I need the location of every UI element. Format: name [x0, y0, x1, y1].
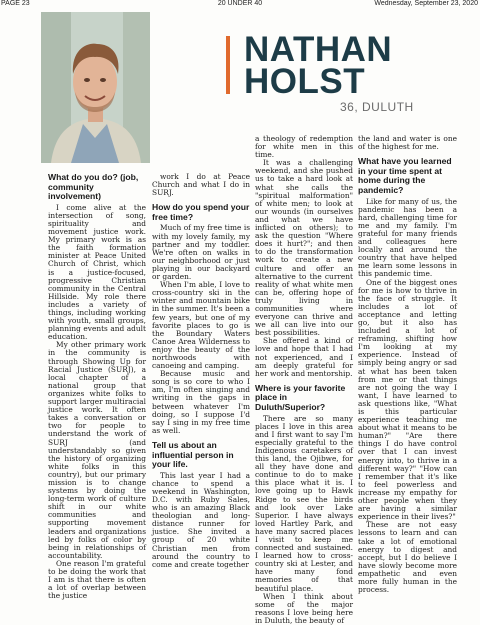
- page-header: [0, 0, 480, 9]
- page-number: PAGE 23: [1, 0, 30, 7]
- answer-paragraph: a theology of redemption for white men in this time.: [255, 134, 353, 160]
- age-and-city: 36, DULUTH: [340, 100, 414, 114]
- last-name: HOLST: [244, 62, 366, 101]
- question-heading: What do you do? (job, community involvement): [48, 172, 139, 202]
- article-column-4: [358, 134, 457, 595]
- answer-paragraph: Much of my free time is with my lovely family, my partner and my toddler. We're often on walks in our neighborhood or just playing in our backyard or garden.: [152, 223, 250, 282]
- profile-name: [244, 30, 393, 101]
- answer-paragraph: My other primary work in the community is through Showing Up for Racial Justice (SURJ), a local chapter of a national group that organizes white folks to support larger multiracial justice work. It often takes a conversation or two for people to understand the work of SURJ (and understandably so given the history of organizing white folks in this country), but our primary mission is to change systems by doing the long-term work of culture shift in our white communities and supporting movement leaders and organizations led by folks of color by being in relationships of accountability.: [48, 340, 146, 560]
- answer-paragraph: This last year I had a chance to spend a weekend in Washington, D.C. with Ruby Sales, who is an amazing Black theologian and long-distance runner for justice. She invited a group of 20 white Christian men from around the country to come and create together: [152, 470, 250, 569]
- question-heading: What have you learned in your time spent at home during the pandemic?: [358, 156, 452, 195]
- answer-paragraph: I come alive at the intersection of song, spirituality and movement justice work. My primary work is as the faith formation minister at Peace United Church of Christ, which is a justice-focused, progressive Christian community in the Central Hillside. My role there includes a variety of things, including working with youth, small groups, planning events and adult education.: [48, 202, 146, 342]
- question-heading: How do you spend your free time?: [152, 202, 250, 222]
- answer-paragraph: It was a challenging weekend, and she pushed us to take a hard look at what she calls the "spiritual malformation" of white men; to look at our wounds (in ourselves and what we have inflicted on others); to ask the question "Where does it hurt?"; and then to do the transformation work to create a new culture and offer an alternative to the current reality of what white men can be, offering hope of truly living in communities where everyone can thrive and we all can live into our best possibilities.: [255, 158, 353, 338]
- article-column-1: [48, 172, 146, 601]
- answer-paragraph: One reason I'm grateful to be doing the work that I am is that there is often a lot of overlap between the justice: [48, 558, 146, 601]
- answer-paragraph: One of the biggest ones for me is how to thrive in the face of struggle. It includes a lot of acceptance and letting go, but it also has included a lot of reframing, shifting how I'm looking at my experience. Instead of simply being angry or sad at what has been taken from me or that things are not going the way I want, I have learned to ask questions like, "What is this particular experience teaching me about what it means to be human?" "Are there things I do have control over that I can invest energy into, to thrive in a different way?" "How can I remember that it's like to feel powerless and increase my empathy for other people when they are having a similar experience in their lives?": [358, 277, 457, 522]
- answer-paragraph: the land and water is one of the highest for me.: [358, 134, 457, 152]
- answer-paragraph: There are so many places I love in this area and I first want to say I'm especially grateful to the Indigenous caretakers of this land, the Ojibwe, for all they have done and continue to do to make this place what it is. I love going up to Hawk Ridge to see the birds and look over Lake Superior. I have always loved Hartley Park, and have many sacred places I visit to keep me connected and sustained. I learned how to cross-country ski at Lester, and have many fond memories of that beautiful place.: [255, 413, 353, 593]
- first-name: NATHAN: [244, 30, 393, 69]
- answer-paragraph: When I'm able, I love to cross-country ski in the winter and mountain bike in the summer. It's been a few years, but one of my favorite places to go is the Boundary Waters Canoe Area Wilderness to enjoy the beauty of the northwoods with canoeing and camping.: [152, 280, 250, 371]
- article-column-2: [152, 172, 250, 569]
- accent-bar: [226, 36, 230, 94]
- answer-paragraph: Because music and song is so core to who I am, I'm often singing and writing in the gaps in between whatever I'm doing, so I suppose I'd say I sing in my free time as well.: [152, 369, 250, 435]
- portrait-photo: [41, 12, 150, 163]
- portrait-illustration: [41, 12, 150, 163]
- section-title: 20 UNDER 40: [217, 0, 263, 7]
- answer-paragraph: work I do at Peace Church and what I do in SURJ.: [152, 172, 250, 198]
- article-column-3: [255, 134, 353, 625]
- answer-paragraph: She offered a kind of love and hope that I had not experienced, and I am deeply grateful for her work and mentorship.: [255, 336, 353, 378]
- answer-paragraph: When I think about some of the major reasons I love being here in Duluth, the beauty of: [255, 591, 353, 625]
- issue-date: Wednesday, September 23, 2020: [374, 0, 478, 7]
- answer-paragraph: Like for many of us, the pandemic has been a hard, challenging time for me and my family. I'm grateful for many friends and colleagues here locally and around the country that have helped me learn some lessons in this pandemic time.: [358, 196, 457, 279]
- question-heading: Tell us about an influential person in your life.: [152, 439, 234, 470]
- answer-paragraph: These are not easy lessons to learn and can take a lot of emotional energy to digest and accept, but I do believe I have slowly become more empathetic and even more fully human in the process.: [358, 520, 457, 595]
- question-heading: Where is your favorite place in Duluth/Superior?: [255, 382, 346, 412]
